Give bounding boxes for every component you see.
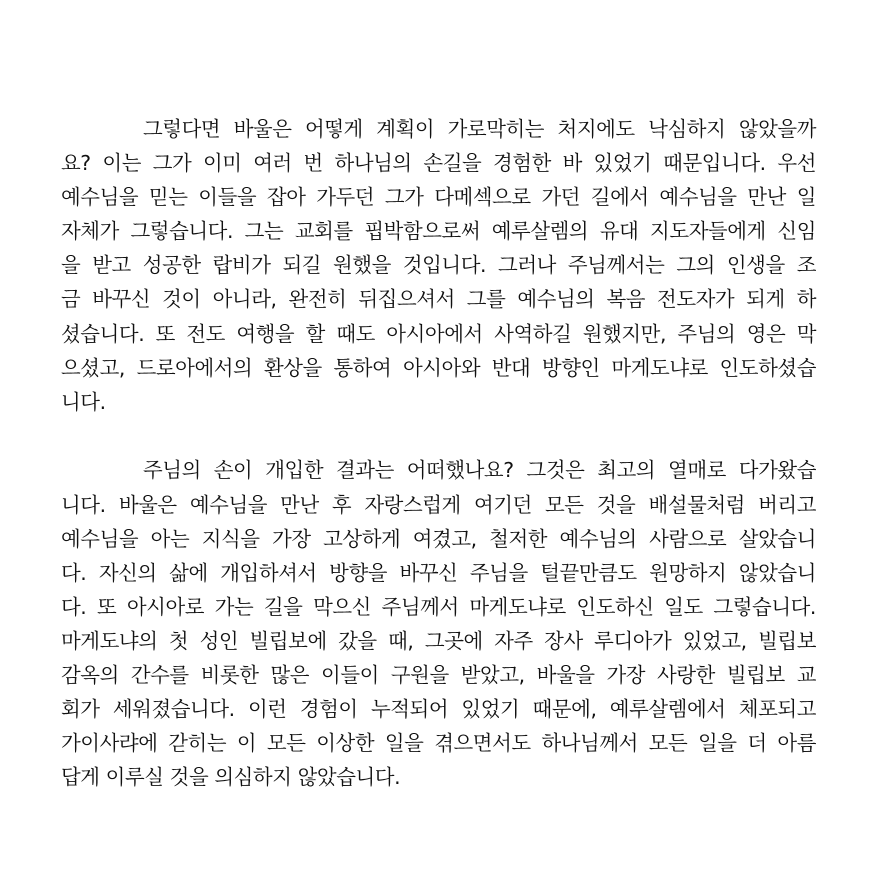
text-line: 니다. 바울은 예수님을 만난 후 자랑스럽게 여기던 모든 것을 배설물처럼 버리고 xyxy=(61,492,816,517)
text-line: 요? 이는 그가 이미 여러 번 하나님의 손길을 경험한 바 있었기 때문입니다. 우선 xyxy=(61,151,816,176)
text-line: 다. 또 아시아로 가는 길을 막으신 주님께서 마게도냐로 인도하신 일도 그렇습니다. xyxy=(61,594,816,619)
text-line: 가이사랴에 갇히는 이 모든 이상한 일을 겪으면서도 하나님께서 모든 일을 더 아름 xyxy=(61,731,816,756)
text-line: 예수님을 아는 지식을 가장 고상하게 여겼고, 철저한 예수님의 사람으로 살았습니 xyxy=(61,526,816,551)
text-line: 회가 세워졌습니다. 이런 경험이 누적되어 있었기 때문에, 예루살렘에서 체포되고 xyxy=(61,697,816,722)
paragraph-1 xyxy=(61,112,816,419)
text-line: 금 바꾸신 것이 아니라, 완전히 뒤집으셔서 그를 예수님의 복음 전도자가 되게 하 xyxy=(61,287,816,312)
paragraph-2 xyxy=(61,453,816,794)
text-line: 마게도냐의 첫 성인 빌립보에 갔을 때, 그곳에 자주 장사 루디아가 있었고, 빌립보 xyxy=(61,628,816,653)
text-line: 셨습니다. 또 전도 여행을 할 때도 아시아에서 사역하길 원했지만, 주님의 영은 막 xyxy=(61,321,816,346)
text-line: 으셨고, 드로아에서의 환상을 통하여 아시아와 반대 방향인 마게도냐로 인도하셨습 xyxy=(61,355,816,380)
text-line: 다. 자신의 삶에 개입하셔서 방향을 바꾸신 주님을 털끝만큼도 원망하지 않았습니 xyxy=(61,560,816,585)
text-line: 자체가 그렇습니다. 그는 교회를 핍박함으로써 예루살렘의 유대 지도자들에게 신임 xyxy=(61,219,816,244)
text-line: 예수님을 믿는 이들을 잡아 가두던 그가 다메섹으로 가던 길에서 예수님을 만난 일 xyxy=(61,185,816,210)
paragraph-gap xyxy=(61,419,816,454)
text-line: 그렇다면 바울은 어떻게 계획이 가로막히는 처지에도 낙심하지 않았을까 xyxy=(143,117,816,141)
document-body xyxy=(61,112,816,794)
text-line: 답게 이루실 것을 의심하지 않았습니다. xyxy=(61,765,401,790)
text-line: 감옥의 간수를 비롯한 많은 이들이 구원을 받았고, 바울을 가장 사랑한 빌립보 교 xyxy=(61,663,816,687)
text-line: 주님의 손이 개입한 결과는 어떠했나요? 그것은 최고의 열매로 다가왔습 xyxy=(143,458,816,483)
text-line: 을 받고 성공한 랍비가 되길 원했을 것입니다. 그러나 주님께서는 그의 인생을 조 xyxy=(61,253,816,278)
text-line: 니다. xyxy=(61,389,106,414)
